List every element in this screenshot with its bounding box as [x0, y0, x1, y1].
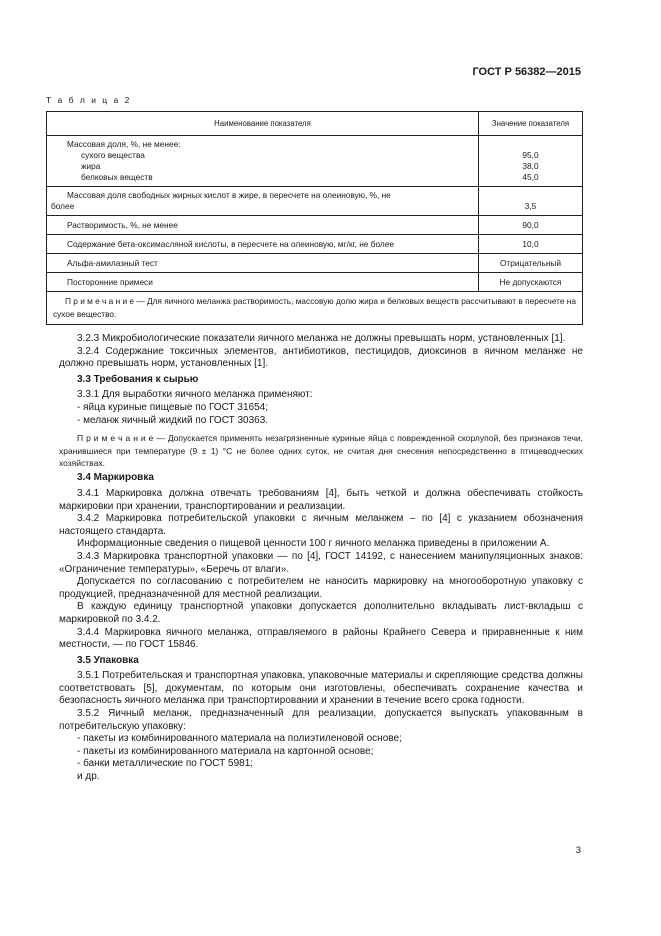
paragraph: 3.5.1 Потребительская и транспортная упаковка, упаковочные материалы и скрепляющие средства должны соответствовать [5], документам, по которым они изготовлены, обеспечивать сохранение качества и безопасность яичного меланжа при транспортировании и хранении в течение всего срока годности.	[59, 670, 583, 707]
table-row	[47, 216, 583, 235]
paragraph: 3.2.4 Содержание токсичных элементов, антибиотиков, пестицидов, диоксинов в яичном меланже не должно превышать норм, установленных [1].	[59, 345, 583, 370]
table-row	[47, 235, 583, 254]
row-label: Растворимость, %, не менее	[47, 216, 479, 235]
table-row	[47, 136, 583, 187]
row-label: Посторонние примеси	[47, 273, 479, 292]
row-value: 38,0	[522, 161, 539, 171]
row-label: Массовая доля свободных жирных кислот в жире, в пересчете на олеиновую, %, не	[67, 190, 391, 200]
row-sublabel: жира	[81, 161, 101, 171]
paragraph: 3.4.1 Маркировка должна отвечать требованиям [4], быть четкой и должна обеспечивать стойкость маркировки при хранении, транспортировании и реализации.	[59, 487, 583, 512]
row-value: 90,0	[479, 216, 583, 235]
paragraph: В каждую единицу транспортной упаковки допускается дополнительно вкладывать лист-вкладыш с маркировкой по 3.4.2.	[59, 601, 583, 625]
row-value: 3,5	[479, 187, 583, 216]
indicators-table	[46, 111, 583, 325]
paragraph: 3.5.2 Яичный меланж, предназначенный для реализации, допускается выпускать упакованным в потребительскую упаковку:	[59, 708, 583, 732]
paragraph: 3.3.1 Для выработки яичного меланжа применяют:	[77, 389, 313, 401]
list-item: - банки металлические по ГОСТ 5981;	[77, 758, 254, 770]
table-row	[47, 187, 583, 216]
section-heading: 3.4 Маркировка	[77, 472, 154, 484]
paragraph: 3.4.2 Маркировка потребительской упаковки с яичным меланжем – по [4] с указанием обозначения настоящего стандарта.	[59, 513, 583, 537]
row-label-cont: более	[51, 201, 75, 211]
document-header: ГОСТ Р 56382—2015	[472, 66, 581, 78]
list-item: - яйца куриные пищевые по ГОСТ 31654;	[77, 401, 269, 413]
table-header-row	[47, 112, 583, 136]
row-label: Альфа-амилазный тест	[47, 254, 479, 273]
table-note-row	[47, 292, 583, 325]
table-row	[47, 254, 583, 273]
row-label: Содержание бета-оксимасляной кислоты, в пересчете на олеиновую, мг/кг, не более	[47, 235, 479, 254]
table-caption: Т а б л и ц а 2	[46, 95, 132, 105]
row-value: 45,0	[522, 172, 539, 182]
note-text: — Допускается применять незагрязненные куриные яйца с поврежденной скорлупой, без признаков течи, хранившиеся при температуре (9 ± 1) °С не более одних суток, не считая дня снесения непосредственно в птицеводческих хозяйствах.	[59, 433, 583, 468]
paragraph: Допускается по согласованию с потребителем не наносить маркировку на многооборотную упаковку с продукцией, предназначенной для местной реализации.	[59, 576, 583, 600]
list-item: - меланж яичный жидкий по ГОСТ 30363.	[77, 414, 269, 426]
row-value: 95,0	[522, 150, 539, 160]
row-sublabel: сухого вещества	[81, 150, 145, 160]
paragraph: 3.2.3 Микробиологические показатели яичного меланжа не должны превышать норм, установленных [1].	[77, 333, 566, 344]
row-value: Отрицательный	[479, 254, 583, 273]
table-note-head: П р и м е ч а н и е	[65, 296, 135, 306]
row-label: Массовая доля, %, не менее:	[67, 139, 181, 149]
row-sublabel: белковых веществ	[81, 172, 153, 182]
column-header-value: Значение показателя	[479, 112, 583, 136]
paragraph: 3.4.3 Маркировка транспортной упаковки — по [4], ГОСТ 14192, с нанесением манипуляционных знаков: «Ограничение температуры», «Беречь от влаги».	[59, 550, 583, 575]
table-note-text: — Для яичного меланжа растворимость, массовую долю жира и белковых веществ рассчитывают в пересчете на сухое вещество.	[53, 296, 577, 319]
page-number: 3	[575, 845, 581, 856]
paragraph: Информационные сведения о пищевой ценности 100 г яичного меланжа приведены в приложении А.	[77, 538, 550, 550]
document-body	[59, 333, 583, 784]
column-header-name: Наименование показателя	[47, 112, 479, 136]
list-item: и др.	[77, 771, 100, 783]
note	[59, 432, 583, 469]
list-item: - пакеты из комбинированного материала на полиэтиленовой основе;	[77, 733, 402, 745]
note-head: П р и м е ч а н и е	[77, 433, 154, 444]
section-heading: 3.5 Упаковка	[77, 654, 139, 666]
list-item: - пакеты из комбинированного материала на картонной основе;	[77, 745, 374, 757]
section-heading: 3.3 Требования к сырью	[77, 373, 199, 385]
table-row	[47, 273, 583, 292]
paragraph: 3.4.4 Маркировка яичного меланжа, отправляемого в районы Крайнего Севера и приравненные к ним местности, — по ГОСТ 15846.	[59, 626, 583, 651]
row-value: 10,0	[479, 235, 583, 254]
row-value: Не допускаются	[479, 273, 583, 292]
